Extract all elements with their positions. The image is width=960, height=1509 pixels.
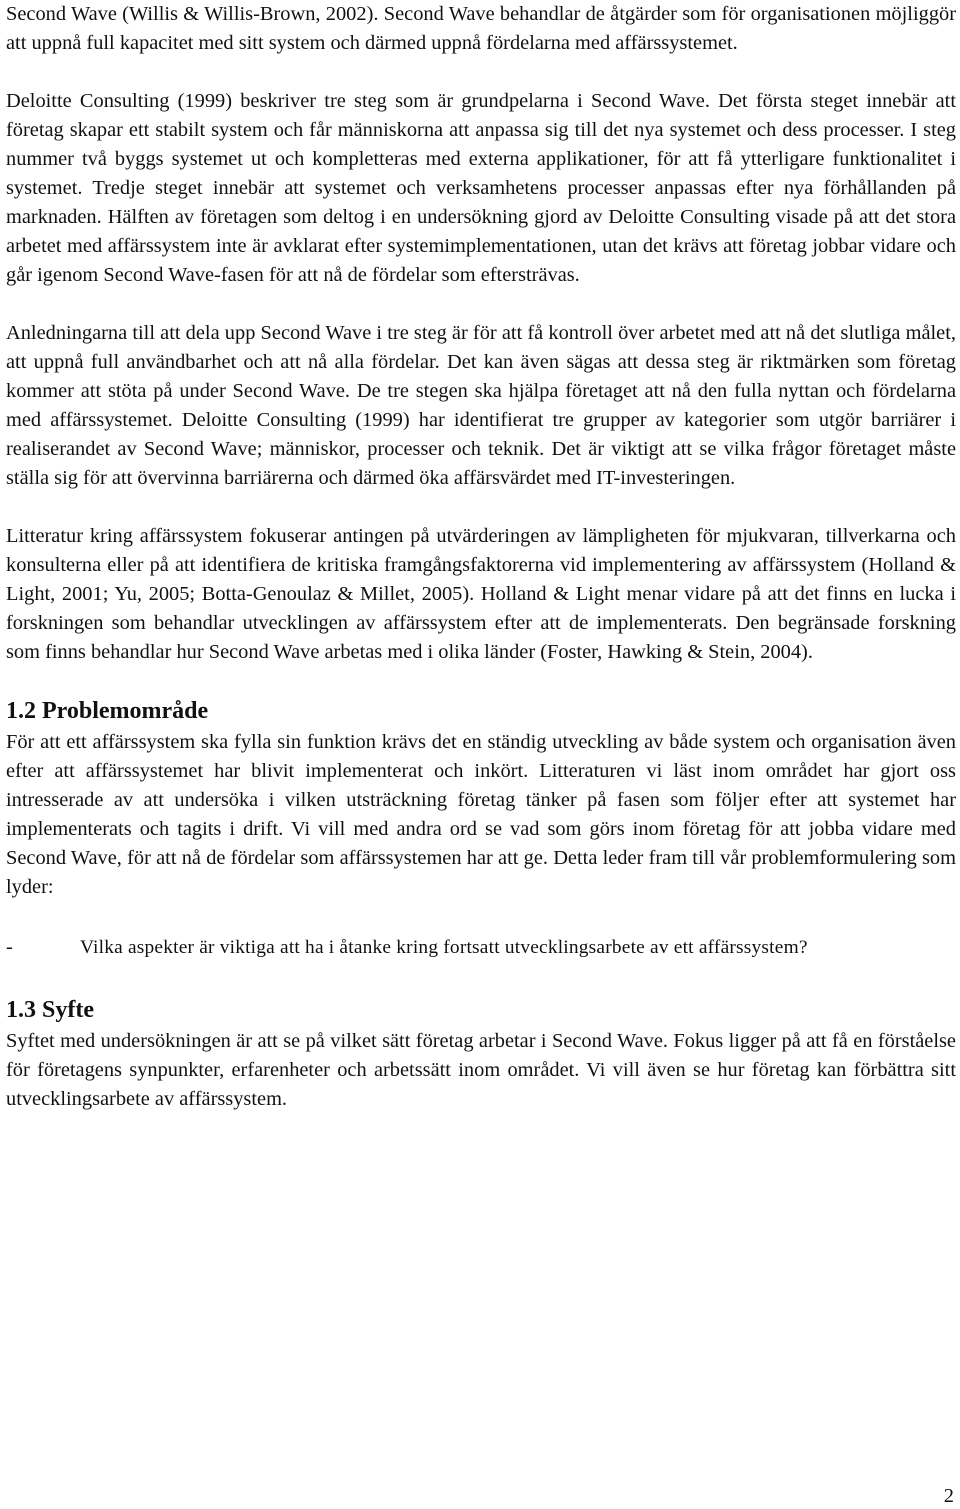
paragraph-spacer [6, 290, 956, 319]
research-question-item [6, 931, 956, 964]
dash-bullet-icon: - [6, 936, 13, 958]
paragraph-syfte: Syftet med undersökningen är att se på vilket sätt företag arbetar i Second Wave. Fokus ligger på att få en förståelse för företagens synpunkter, erfarenheter och arbetssätt inom området. Vi vill även se hur företag kan förbättra sitt utvecklingsarbete av affärssystem. [6, 1030, 956, 1110]
section-heading-problemomrade: 1.2 Problemområde [6, 698, 209, 724]
paragraph-problemomrade: För att ett affärssystem ska fylla sin funktion krävs det en ständig utveckling av både system och organisation även efter att affärssystemet har blivit implementerat och inkört. Litteraturen vi läst inom området har gjort oss intresserade av att undersöka i vilken utsträckning företag tänker på fasen som följer efter att systemet har implementerats och tagits i drift. Vi vill med andra ord se vad som görs inom företag för att jobba vidare med Second Wave, för att nå de fördelar som affärssystemen har att ge. Detta leder fram till vår problemformulering som lyder: [6, 731, 956, 898]
paragraph-reasons: Anledningarna till att dela upp Second Wave i tre steg är för att få kontroll över arbetet med att nå det slutliga målet, att uppnå full användbarhet och att nå alla fördelar. Det kan även sägas att dessa steg är riktmärken som företag kommer att stöta på under Second Wave. De tre stegen ska hjälpa företaget att nå den fulla nyttan och fördelarna med affärssystemet. Deloitte Consulting (1999) har identifierat tre grupper av kategorier som utgör barriärer i realiserandet av Second Wave; människor, processer och teknik. Det är viktigt att se vilka frågor företaget måste ställa sig för att övervinna barriärerna och därmed öka affärsvärdet med IT-investeringen. [6, 322, 956, 489]
paragraph-spacer [6, 902, 956, 931]
paragraph-second-wave-intro: Second Wave (Willis & Willis-Brown, 2002). Second Wave behandlar de åtgärder som för organisationen möjliggör att uppnå full kapacitet med sitt system och därmed uppnå fördelarna med affärssystemet. [6, 3, 956, 54]
research-question-text: Vilka aspekter är viktiga att ha i åtanke kring fortsatt utvecklingsarbete av ett affärssystem? [80, 937, 808, 958]
document-page [6, 0, 956, 1114]
page-number: 2 [943, 1485, 954, 1507]
paragraph-spacer [6, 667, 956, 694]
paragraph-deloitte-steps: Deloitte Consulting (1999) beskriver tre steg som är grundpelarna i Second Wave. Det första steget innebär att företag skapar ett stabilt system och får människorna att anpassa sig till det nya systemet och dess processer. I steg nummer två byggs systemet ut och kompletteras med externa applikationer, för att få ytterligare funktionalitet i systemet. Tredje steget innebär att systemet och verksamhetens processer anpassas efter nya förhållanden på marknaden. Hälften av företagen som deltog i en undersökning gjord av Deloitte Consulting visade på att det stora arbetet med affärssystem inte är avklarat efter systemimplementationen, utan det krävs att företag jobbar vidare och går igenom Second Wave-fasen för att nå de fördelar som eftersträvas. [6, 90, 956, 286]
paragraph-literature: Litteratur kring affärssystem fokuserar antingen på utvärderingen av lämpligheten för mjukvaran, tillverkarna och konsulterna eller på att identifiera de kritiska framgångsfaktorerna vid implementering av affärssystem (Holland & Light, 2001; Yu, 2005; Botta-Genoulaz & Millet, 2005). Holland & Light menar vidare på att det finns en lucka i forskningen som behandlar utvecklingen av affärssystem efter att de implementerats. Den begränsade forskning som finns behandlar hur Second Wave arbetas med i olika länder (Foster, Hawking & Stein, 2004). [6, 525, 956, 663]
section-heading-syfte: 1.3 Syfte [6, 997, 94, 1023]
paragraph-spacer [6, 493, 956, 522]
paragraph-spacer [6, 964, 956, 993]
paragraph-spacer [6, 58, 956, 87]
